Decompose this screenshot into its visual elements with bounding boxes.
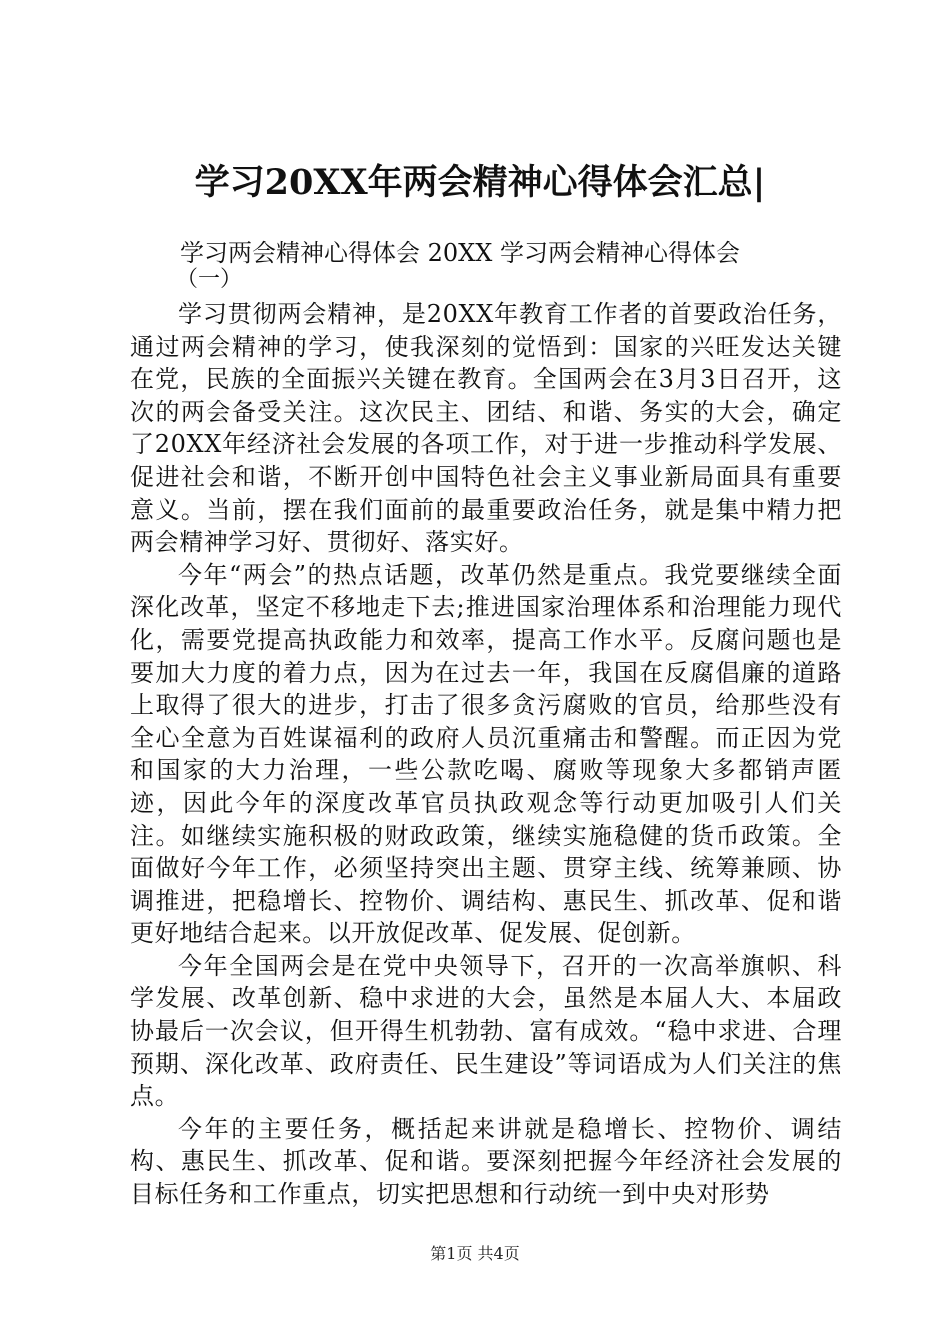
- body-paragraph: 学习贯彻两会精神，是20XX年教育工作者的首要政治任务，通过两会精神的学习，使我深刻的觉悟到：国家的兴旺发达关键在党，民族的全面振兴关键在教育。全国两会在3月3日召开，这次的两会备受关注。这次民主、团结、和谐、务实的大会，确定了20XX年经济社会发展的各项工作，对于进一步推动科学发展、促进社会和谐，不断开创中国特色社会主义事业新局面具有重要意义。当前，摆在我们面前的最重要政治任务，就是集中精力把两会精神学习好、贯彻好、落实好。: [130, 300, 842, 557]
- body-paragraph: 今年“两会”的热点话题，改革仍然是重点。我党要继续全面深化改革，坚定不移地走下去;推进国家治理体系和治理能力现代化，需要党提高执政能力和效率，提高工作水平。反腐问题也是要加大力度的着力点，因为在过去一年，我国在反腐倡廉的道路上取得了很大的进步，打击了很多贪污腐败的官员，给那些没有全心全意为百姓谋福利的政府人员沉重痛击和警醒。而正因为党和国家的大力治理，一些公款吃喝、腐败等现象大多都销声匿迹，因此今年的深度改革官员执政观念等行动更加吸引人们关注。如继续实施积极的财政政策，继续实施稳健的货币政策。全面做好今年工作，必须坚持突出主题、贯穿主线、统筹兼顾、协调推进，把稳增长、控物价、调结构、惠民生、抓改革、促和谐更好地结合起来。以开放促改革、促发展、促创新。: [130, 560, 842, 948]
- subtitle-section-marker: （一）: [176, 267, 243, 292]
- body-paragraph: 今年全国两会是在党中央领导下，召开的一次高举旗帜、科学发展、改革创新、稳中求进的大会，虽然是本届人大、本届政协最后一次会议，但开得生机勃勃、富有成效。“稳中求进、合理预期、深化改革、政府责任、民生建设”等词语成为人们关注的焦点。: [130, 951, 842, 1111]
- body-paragraph: 今年的主要任务，概括起来讲就是稳增长、控物价、调结构、惠民生、抓改革、促和谐。要深刻把握今年经济社会发展的目标任务和工作重点，切实把思想和行动统一到中央对形势: [130, 1114, 842, 1209]
- document-subtitle: 学习两会精神心得体会 20XX 学习两会精神心得体会: [180, 239, 740, 267]
- document-title: 学习20XX年两会精神心得体会汇总|: [194, 162, 766, 203]
- page-footer: 第1页 共4页: [430, 1244, 520, 1263]
- document-body: [130, 298, 842, 1211]
